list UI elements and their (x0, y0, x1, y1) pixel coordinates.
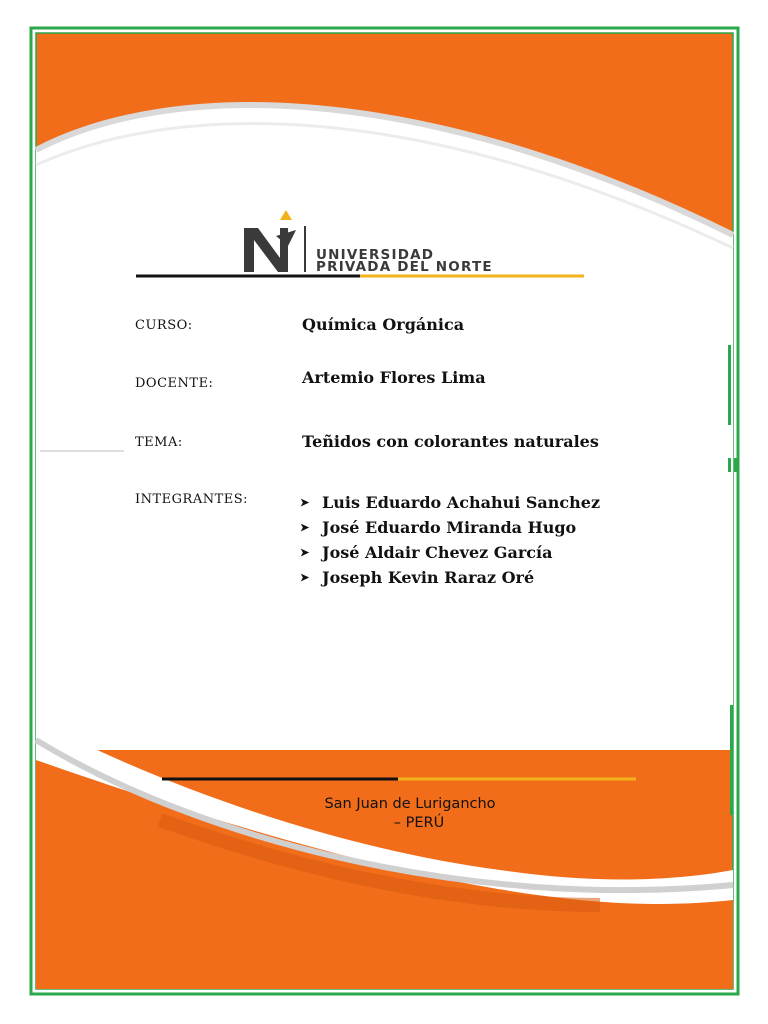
country-name: – PERÚ (393, 815, 445, 831)
list-item (300, 515, 600, 540)
green-accent-3 (734, 458, 737, 472)
arrowhead-bullet-icon: ➤ (300, 496, 310, 509)
members-list (300, 490, 600, 590)
university-line2: PRIVADA DEL NORTE (316, 259, 493, 275)
arrowhead-bullet-icon: ➤ (300, 521, 310, 534)
topic-label: TEMA: (135, 435, 183, 450)
location (290, 795, 530, 833)
member-name: Luis Eduardo Achahui Sanchez (322, 493, 601, 512)
teacher-value: Artemio Flores Lima (302, 368, 486, 387)
member-name: Joseph Kevin Raraz Oré (322, 568, 535, 587)
member-name: José Aldair Chevez García (322, 543, 553, 562)
arrowhead-bullet-icon: ➤ (300, 546, 310, 559)
green-accent-1 (728, 345, 731, 425)
teacher-label: DOCENTE: (135, 376, 214, 391)
topic-value: Teñidos con colorantes naturales (302, 432, 599, 451)
member-name: José Eduardo Miranda Hugo (322, 518, 577, 537)
university-name (316, 249, 493, 273)
course-label: CURSO: (135, 318, 193, 333)
course-value: Química Orgánica (302, 315, 465, 334)
green-accent-4 (730, 705, 733, 815)
university-line1: UNIVERSIDAD (316, 247, 435, 263)
city-name: San Juan de Lurigancho (324, 796, 496, 812)
members-label: INTEGRANTES: (135, 492, 249, 507)
list-item (300, 490, 600, 515)
green-accent-2 (728, 458, 731, 472)
list-item (300, 540, 600, 565)
list-item (300, 565, 600, 590)
arrowhead-bullet-icon: ➤ (300, 571, 310, 584)
